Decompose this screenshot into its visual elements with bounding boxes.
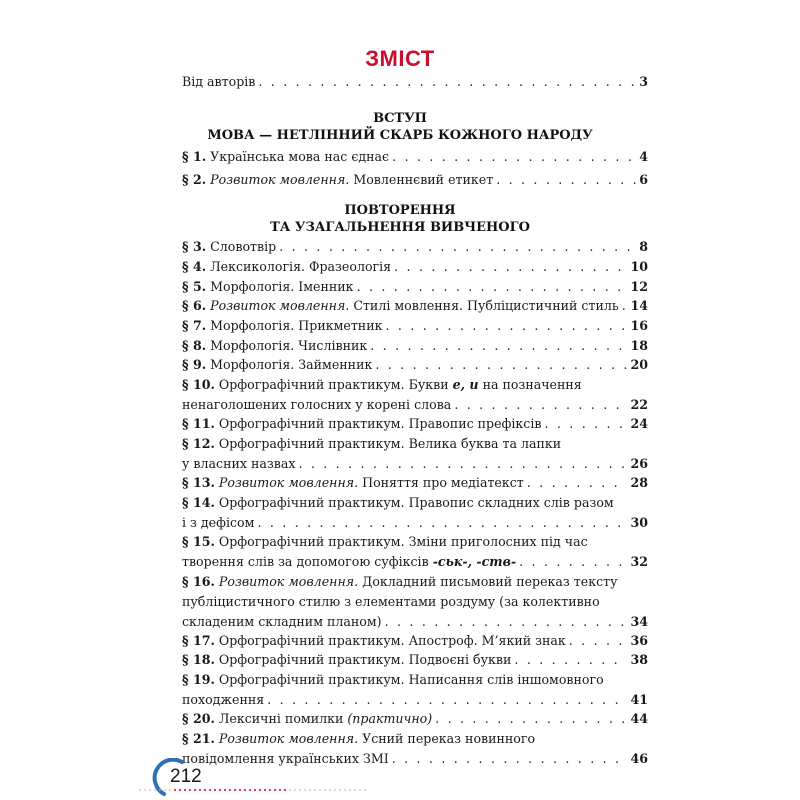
footer-dot xyxy=(194,789,196,791)
footer-dot xyxy=(219,789,221,791)
toc-entry[interactable]: § 17. Орфографічний практикум. Апостроф. М’який знак . . . 36 xyxy=(182,631,648,651)
toc-entry[interactable]: § 1. Українська мова нас єднає . . . 4 xyxy=(182,147,648,167)
footer-dot xyxy=(264,789,266,791)
footer-dot xyxy=(294,789,296,791)
toc-entry[interactable]: § 13. Розвиток мовлення. Поняття про медіатекст . . . 28 xyxy=(182,473,648,493)
toc-entry-preface[interactable]: Від авторів . . . 3 xyxy=(182,72,648,92)
toc-entry[interactable]: § 4. Лексикологія. Фразеологія . . . 10 xyxy=(182,257,648,277)
toc-entry[interactable]: § 19. Орфографічний практикум. Написання слів іншомовного походження . . . 41 xyxy=(182,670,648,710)
toc-entry[interactable]: § 16. Розвиток мовлення. Докладний письмовий переказ тексту публіцистичного стилю з елементами роздуму (за колективно складеним складним планом) . . . 34 xyxy=(182,572,648,632)
footer-dot xyxy=(284,789,286,791)
footer-dot xyxy=(144,789,146,791)
footer-dot xyxy=(184,789,186,791)
footer-dot xyxy=(139,789,141,791)
footer-dot xyxy=(339,789,341,791)
toc-entry[interactable]: § 18. Орфографічний практикум. Подвоєні букви . . . 38 xyxy=(182,650,648,670)
footer-dot xyxy=(159,789,161,791)
toc-entry[interactable]: § 21. Розвиток мовлення. Усний переказ новинного повідомлення українських ЗМІ . . . 46 xyxy=(182,729,648,769)
toc-entry[interactable]: § 7. Морфологія. Прикметник . . . 16 xyxy=(182,316,648,336)
footer-dot xyxy=(149,789,151,791)
section-heading-review: ПОВТОРЕННЯ ТА УЗАГАЛЬНЕННЯ ВИВЧЕНОГО xyxy=(270,203,530,235)
footer-dot xyxy=(209,789,211,791)
footer-dot xyxy=(199,789,201,791)
footer-dot xyxy=(154,789,156,791)
footer-dot xyxy=(274,789,276,791)
toc-entry[interactable]: § 15. Орфографічний практикум. Зміни приголосних під час творення слів за допомогою суфіксів -ськ-, -ств- . . . 32 xyxy=(182,532,648,572)
footer-dot xyxy=(164,789,166,791)
footer-dot xyxy=(319,789,321,791)
footer-dot xyxy=(249,789,251,791)
footer-dot xyxy=(269,789,271,791)
footer-dot xyxy=(354,789,356,791)
footer-dot xyxy=(179,789,181,791)
footer-dot xyxy=(344,789,346,791)
footer-dot xyxy=(279,789,281,791)
footer-dot xyxy=(364,789,366,791)
toc-entry[interactable]: § 9. Морфологія. Займенник . . . 20 xyxy=(182,355,648,375)
footer-dot xyxy=(289,789,291,791)
section-heading-intro: ВСТУП МОВА — НЕТЛІННИЙ СКАРБ КОЖНОГО НАРОДУ xyxy=(207,111,593,143)
page-title: ЗМІСТ xyxy=(365,46,435,71)
footer-dot xyxy=(169,789,171,791)
footer-dot xyxy=(314,789,316,791)
footer-dotted-line xyxy=(138,788,368,792)
footer-dot xyxy=(254,789,256,791)
toc-entry[interactable]: § 3. Словотвір . . . 8 xyxy=(182,237,648,257)
toc-entry[interactable]: § 6. Розвиток мовлення. Стилі мовлення. Публіцистичний стиль . . . 14 xyxy=(182,296,648,316)
footer-dot xyxy=(329,789,331,791)
footer-dot xyxy=(214,789,216,791)
footer-dot xyxy=(229,789,231,791)
footer-dot xyxy=(174,789,176,791)
toc-entry[interactable]: § 5. Морфологія. Іменник . . . 12 xyxy=(182,277,648,297)
footer-dot xyxy=(334,789,336,791)
footer-dot xyxy=(359,789,361,791)
toc-entry[interactable]: § 11. Орфографічний практикум. Правопис префіксів . . . 24 xyxy=(182,414,648,434)
page-ref: 3 xyxy=(639,74,648,89)
toc-entry[interactable]: § 12. Орфографічний практикум. Велика буква та лапки у власних назвах . . . 26 xyxy=(182,434,648,474)
footer-dot xyxy=(189,789,191,791)
toc-entry[interactable]: § 10. Орфографічний практикум. Букви е, и на позначення ненаголошених голосних у корені слова . . . 22 xyxy=(182,375,648,415)
footer-dot xyxy=(244,789,246,791)
footer-dot xyxy=(304,789,306,791)
footer-dot xyxy=(239,789,241,791)
footer-dot xyxy=(309,789,311,791)
toc-entry[interactable]: § 14. Орфографічний практикум. Правопис складних слів разом і з дефісом . . . 30 xyxy=(182,493,648,533)
page-number: 212 xyxy=(170,766,202,787)
footer-dot xyxy=(324,789,326,791)
footer-dot xyxy=(259,789,261,791)
footer-dot xyxy=(299,789,301,791)
toc-entry[interactable]: § 20. Лексичні помилки (практично) . . . 44 xyxy=(182,709,648,729)
toc-entry[interactable]: § 8. Морфологія. Числівник . . . 18 xyxy=(182,336,648,356)
toc-entry[interactable]: § 2. Розвиток мовлення. Мовленнєвий етикет . . . 6 xyxy=(182,170,648,190)
footer-dot xyxy=(349,789,351,791)
footer-dot xyxy=(224,789,226,791)
footer-dot xyxy=(204,789,206,791)
footer-dot xyxy=(234,789,236,791)
